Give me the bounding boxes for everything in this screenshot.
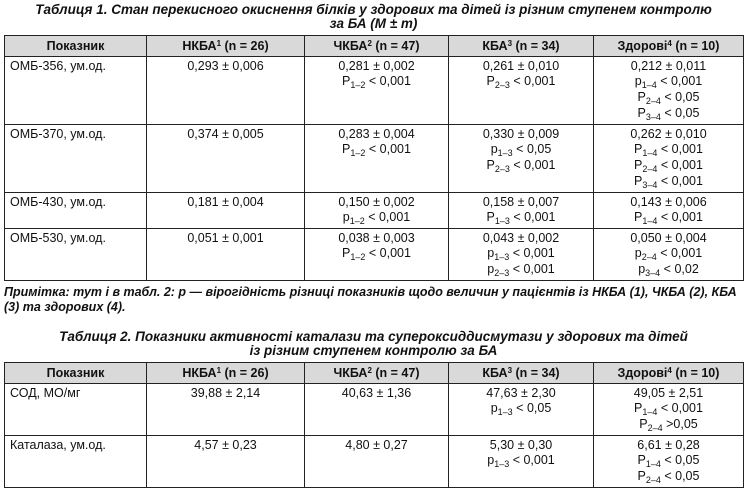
p-comparison: 1–3 [497, 407, 513, 417]
p-comparison: 1–4 [641, 80, 657, 90]
p-value-line [594, 174, 743, 190]
p-comparison: 1–3 [494, 459, 510, 469]
data-cell [449, 384, 594, 436]
p-value-line [594, 417, 743, 433]
table2-caption [0, 330, 747, 358]
p-comparison: 2–3 [494, 268, 510, 278]
p-threshold: < 0,05 [660, 469, 700, 483]
p-threshold: < 0,05 [660, 90, 700, 104]
data-cell [594, 436, 744, 488]
p-comparison: 1–4 [642, 216, 658, 226]
cell-value: 39,88 ± 2,14 [190, 386, 261, 400]
document [0, 3, 747, 488]
data-cell [449, 229, 594, 281]
cell-value: 0,043 ± 0,002 [482, 231, 560, 245]
p-threshold: < 0,001 [365, 142, 411, 156]
data-cell [147, 57, 305, 125]
p-value-line [594, 469, 743, 485]
p-symbol: P [637, 90, 646, 104]
column-header [449, 363, 594, 384]
column-header-group-number: 1 [216, 366, 222, 375]
p-threshold: < 0,001 [365, 246, 411, 260]
data-cell [147, 193, 305, 229]
cell-value: 0,330 ± 0,009 [482, 127, 560, 141]
row-label-cell [5, 193, 147, 229]
table1-caption [0, 3, 747, 31]
cell-value: 0,293 ± 0,006 [187, 59, 264, 73]
p-comparison: 1–4 [645, 459, 661, 469]
row-label-cell [5, 125, 147, 193]
data-cell [449, 125, 594, 193]
column-header-group-number: 3 [507, 39, 513, 48]
data-cell [305, 229, 449, 281]
p-threshold: < 0,02 [660, 262, 699, 276]
p-symbol: P [637, 469, 646, 483]
p-value-line [305, 142, 448, 158]
p-threshold: < 0,001 [657, 158, 703, 172]
p-threshold: >0,05 [662, 417, 698, 431]
p-value-line [449, 74, 593, 90]
p-value-line [449, 158, 593, 174]
p-comparison: 2–4 [645, 96, 661, 106]
p-symbol: p [487, 262, 495, 276]
p-comparison: 1–4 [642, 407, 658, 417]
p-threshold: < 0,001 [509, 262, 555, 276]
column-header-n: (n = 26) [221, 366, 269, 380]
row-label-cell [5, 384, 147, 436]
row-label: ОМБ-356, ум.од. [10, 59, 106, 73]
p-value-line [305, 246, 448, 262]
p-comparison: 1–2 [350, 252, 366, 262]
p-symbol: P [634, 142, 643, 156]
table1-note: Примітка: тут і в табл. 2: р — вірогідність різниці показників щодо величин у пацієнтів із НКБА (1), ЧКБА (2), КБА (3) та здорових (4). [4, 285, 737, 314]
column-header-text: КБА [482, 39, 508, 53]
p-threshold: < 0,05 [512, 142, 552, 156]
p-threshold: < 0,001 [656, 74, 703, 88]
cell-value: 0,038 ± 0,003 [338, 231, 415, 245]
p-symbol: p [638, 262, 646, 276]
column-header-text: ЧКБА [333, 39, 368, 53]
table2-caption-line1: Таблиця 2. Показники активності каталази та супероксиддисмутази у здорових та дітей [59, 329, 688, 344]
column-header-group-number: 2 [367, 366, 372, 375]
p-symbol: P [634, 174, 643, 188]
data-cell [305, 193, 449, 229]
p-comparison: 1–3 [494, 252, 510, 262]
p-symbol: p [487, 246, 495, 260]
column-header-n: (n = 47) [371, 39, 420, 53]
column-header [305, 36, 449, 57]
p-symbol: P [637, 106, 646, 120]
table-row [5, 229, 744, 281]
p-symbol: P [486, 158, 495, 172]
p-value-line [449, 246, 593, 262]
p-symbol: p [634, 74, 642, 88]
data-cell [305, 57, 449, 125]
data-cell [305, 125, 449, 193]
p-value-line [449, 142, 593, 158]
p-comparison: 1–3 [497, 148, 513, 158]
p-symbol: P [634, 210, 643, 224]
column-header-text: НКБА [182, 366, 217, 380]
table-row [5, 125, 744, 193]
p-value-line [449, 401, 593, 417]
data-cell [305, 436, 449, 488]
p-comparison: 1–2 [350, 80, 366, 90]
column-header-n: (n = 10) [671, 39, 720, 53]
p-threshold: < 0,001 [509, 74, 556, 88]
data-cell [449, 57, 594, 125]
row-label: ОМБ-430, ум.од. [10, 195, 106, 209]
row-label-cell [5, 229, 147, 281]
p-value-line [449, 262, 593, 278]
p-threshold: < 0,05 [660, 106, 700, 120]
table1-caption-line1: Таблиця 1. Стан перекисного окиснення білків у здорових та дітей із різним ступенем контролю [35, 2, 712, 17]
p-value-line [594, 453, 743, 469]
column-header [305, 363, 449, 384]
p-symbol: P [637, 453, 646, 467]
cell-value: 4,57 ± 0,23 [194, 438, 257, 452]
p-comparison: 1–2 [349, 216, 365, 226]
p-symbol: P [486, 74, 495, 88]
column-header-n: (n = 26) [221, 39, 269, 53]
column-header-group-number: 4 [667, 366, 672, 375]
p-symbol: P [639, 417, 648, 431]
row-label-cell [5, 436, 147, 488]
p-symbol: p [490, 401, 498, 415]
cell-value: 0,212 ± 0,011 [630, 59, 707, 73]
data-cell [147, 229, 305, 281]
cell-value: 40,63 ± 1,36 [341, 386, 412, 400]
p-threshold: < 0,001 [364, 210, 411, 224]
p-comparison: 3–4 [645, 112, 661, 122]
cell-value: 49,05 ± 2,51 [633, 386, 704, 400]
p-value-line [594, 401, 743, 417]
data-cell [147, 436, 305, 488]
data-cell [449, 436, 594, 488]
cell-value: 0,143 ± 0,006 [630, 195, 707, 209]
column-header [449, 36, 594, 57]
p-comparison: 2–4 [642, 164, 658, 174]
table1-caption-line2: за БА (M ± m) [329, 16, 418, 31]
p-comparison: 2–3 [494, 80, 510, 90]
p-comparison: 2–3 [494, 164, 510, 174]
p-threshold: < 0,001 [509, 246, 555, 260]
column-header-n: (n = 10) [671, 366, 720, 380]
p-threshold: < 0,001 [365, 74, 411, 88]
data-cell [147, 384, 305, 436]
p-value-line [594, 90, 743, 106]
p-threshold: < 0,001 [656, 246, 703, 260]
cell-value: 0,283 ± 0,004 [338, 127, 415, 141]
cell-value: 6,61 ± 0,28 [637, 438, 700, 452]
p-symbol: P [634, 158, 643, 172]
p-value-line [594, 246, 743, 262]
table1-body [5, 57, 744, 281]
p-threshold: < 0,001 [509, 210, 556, 224]
column-header-n: (n = 34) [512, 366, 560, 380]
p-symbol: p [490, 142, 498, 156]
data-cell [449, 193, 594, 229]
p-symbol: p [634, 246, 642, 260]
column-header [5, 36, 147, 57]
p-value-line [594, 158, 743, 174]
p-threshold: < 0,001 [657, 142, 703, 156]
p-threshold: < 0,001 [509, 453, 555, 467]
p-value-line [305, 210, 448, 226]
p-comparison: 2–4 [647, 423, 663, 433]
p-comparison: 1–3 [494, 216, 510, 226]
table2-header-row [5, 363, 744, 384]
column-header-text: Показник [46, 39, 105, 53]
cell-value: 4,80 ± 0,27 [345, 438, 408, 452]
cell-value: 0,281 ± 0,002 [338, 59, 415, 73]
cell-value: 0,150 ± 0,002 [338, 195, 415, 209]
p-value-line [594, 210, 743, 226]
column-header [147, 36, 305, 57]
p-comparison: 3–4 [642, 180, 658, 190]
p-comparison: 2–4 [645, 475, 661, 485]
column-header-group-number: 2 [367, 39, 372, 48]
cell-value: 0,374 ± 0,005 [187, 127, 264, 141]
row-label: ОМБ-530, ум.од. [10, 231, 106, 245]
p-threshold: < 0,001 [657, 401, 703, 415]
column-header-text: ЧКБА [333, 366, 368, 380]
p-value-line [449, 210, 593, 226]
p-symbol: P [342, 74, 351, 88]
cell-value: 0,051 ± 0,001 [187, 231, 264, 245]
p-value-line [594, 74, 743, 90]
p-threshold: < 0,05 [660, 453, 700, 467]
p-threshold: < 0,05 [512, 401, 552, 415]
row-label: Каталаза, ум.од. [10, 438, 106, 452]
p-value-line [594, 142, 743, 158]
p-threshold: < 0,001 [657, 210, 703, 224]
column-header [5, 363, 147, 384]
table1-header-row [5, 36, 744, 57]
p-symbol: P [342, 246, 351, 260]
p-comparison: 2–4 [641, 252, 657, 262]
p-comparison: 1–2 [350, 148, 366, 158]
data-cell [305, 384, 449, 436]
column-header-group-number: 4 [667, 39, 672, 48]
column-header-n: (n = 47) [371, 366, 420, 380]
column-header-text: Здорові [617, 366, 668, 380]
cell-value: 47,63 ± 2,30 [486, 386, 556, 400]
row-label-cell [5, 57, 147, 125]
cell-value: 0,262 ± 0,010 [630, 127, 707, 141]
cell-value: 0,158 ± 0,007 [482, 195, 560, 209]
cell-value: 0,181 ± 0,004 [187, 195, 264, 209]
column-header-text: НКБА [182, 39, 217, 53]
data-cell [594, 193, 744, 229]
table2-caption-line2: із різним ступенем контролю за БА [249, 343, 498, 358]
p-symbol: P [342, 142, 351, 156]
data-cell [594, 57, 744, 125]
table-row [5, 436, 744, 488]
p-threshold: < 0,001 [657, 174, 703, 188]
row-label: СОД, МО/мг [10, 386, 81, 400]
p-comparison: 3–4 [645, 268, 661, 278]
data-cell [594, 229, 744, 281]
p-value-line [594, 262, 743, 278]
p-symbol: p [487, 453, 495, 467]
column-header [594, 363, 744, 384]
data-cell [594, 125, 744, 193]
column-header-text: Показник [46, 366, 105, 380]
table2-body [5, 384, 744, 488]
p-value-line [449, 453, 593, 469]
column-header-text: Здорові [617, 39, 668, 53]
p-symbol: P [486, 210, 495, 224]
cell-value: 5,30 ± 0,30 [489, 438, 553, 452]
column-header-n: (n = 34) [512, 39, 560, 53]
row-label: ОМБ-370, ум.од. [10, 127, 106, 141]
column-header-text: КБА [482, 366, 508, 380]
table2 [4, 362, 744, 488]
cell-value: 0,261 ± 0,010 [482, 59, 560, 73]
table1 [4, 35, 744, 281]
column-header-group-number: 3 [507, 366, 513, 375]
table-row [5, 384, 744, 436]
p-symbol: P [634, 401, 643, 415]
p-comparison: 1–4 [642, 148, 658, 158]
cell-value: 0,050 ± 0,004 [630, 231, 707, 245]
table-row [5, 193, 744, 229]
p-symbol: p [342, 210, 350, 224]
column-header-group-number: 1 [216, 39, 222, 48]
p-threshold: < 0,001 [509, 158, 556, 172]
p-value-line [594, 106, 743, 122]
data-cell [594, 384, 744, 436]
table-row [5, 57, 744, 125]
data-cell [147, 125, 305, 193]
column-header [594, 36, 744, 57]
column-header [147, 363, 305, 384]
p-value-line [305, 74, 448, 90]
